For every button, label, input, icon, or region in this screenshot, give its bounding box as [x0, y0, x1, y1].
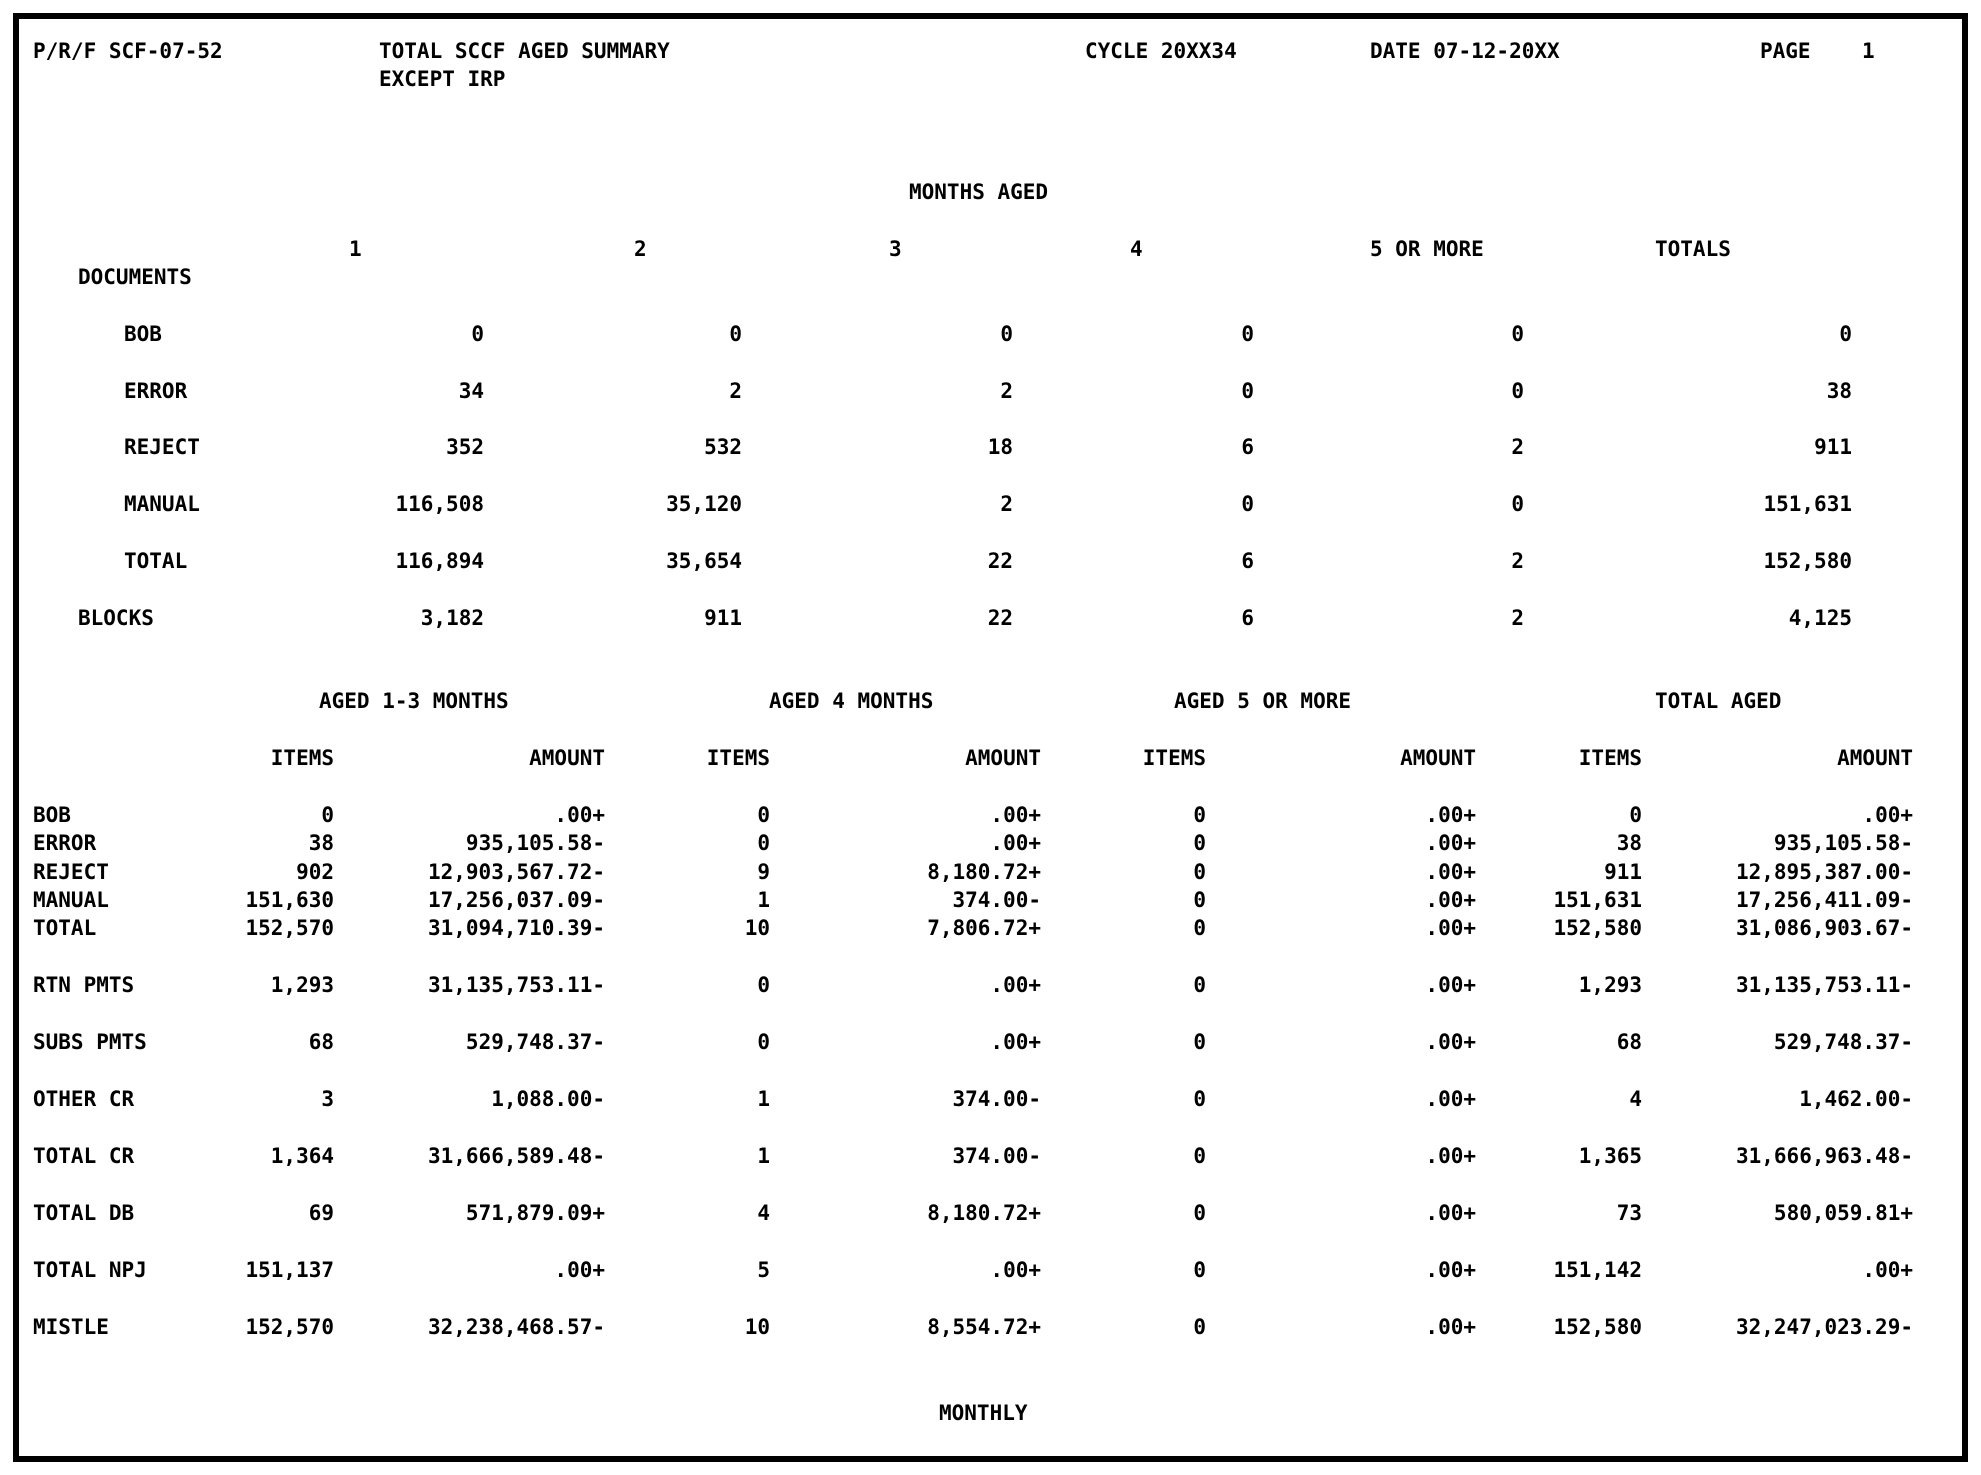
aged-items-cell: 68 [308, 1030, 334, 1054]
amount-column-header: AMOUNT [529, 746, 605, 770]
aged-items-cell: 152,570 [245, 1315, 334, 1339]
aged-amount-cell: 32,247,023.29- [1735, 1315, 1913, 1339]
doc-row-label: ERROR [124, 379, 188, 403]
doc-row-value: 35,120 [666, 492, 742, 516]
aged-items-cell: 902 [296, 860, 334, 884]
doc-row-value: 18 [987, 435, 1013, 459]
amount-column-header: AMOUNT [965, 746, 1041, 770]
aged-amount-cell: .00+ [990, 1030, 1041, 1054]
aged-items-cell: 0 [1193, 1144, 1206, 1168]
aged-amount-cell: 1,088.00- [491, 1087, 605, 1111]
aged-amount-cell: 31,135,753.11- [1735, 973, 1913, 997]
aged-amount-cell: 8,554.72+ [927, 1315, 1041, 1339]
aged-amount-cell: 31,135,753.11- [427, 973, 605, 997]
aged-items-cell: 0 [1629, 803, 1642, 827]
aged-row-label: REJECT [33, 860, 109, 884]
aged-amount-cell: 17,256,411.09- [1735, 888, 1913, 912]
items-column-header: ITEMS [1578, 746, 1642, 770]
aged-items-cell: 4 [1629, 1087, 1642, 1111]
aged-amount-cell: .00+ [1425, 1201, 1476, 1225]
aged-amount-cell: 31,666,963.48- [1735, 1144, 1913, 1168]
aged-amount-cell: .00+ [1425, 860, 1476, 884]
items-column-header: ITEMS [706, 746, 770, 770]
doc-row-value: 22 [987, 549, 1013, 573]
aged-items-cell: 151,137 [245, 1258, 334, 1282]
aged-items-cell: 10 [744, 1315, 770, 1339]
doc-row-label: TOTAL [124, 549, 188, 573]
doc-row-label: BOB [124, 322, 162, 346]
months-aged-heading: MONTHS AGED [909, 180, 1049, 204]
aged-row-label: SUBS PMTS [33, 1030, 147, 1054]
aged-amount-cell: .00+ [1425, 803, 1476, 827]
aged-items-cell: 10 [744, 916, 770, 940]
blocks-row-value: 3,182 [420, 606, 484, 630]
blocks-row-value: 4,125 [1788, 606, 1852, 630]
aged-amount-cell: .00+ [990, 803, 1041, 827]
aged-amount-cell: 935,105.58- [1773, 831, 1913, 855]
aged-amount-cell: .00+ [1425, 831, 1476, 855]
aged-amount-cell: .00+ [1425, 973, 1476, 997]
aged-items-cell: 38 [308, 831, 334, 855]
aged-amount-cell: 571,879.09+ [465, 1201, 605, 1225]
doc-row-value: 532 [704, 435, 742, 459]
months-col-1: 1 [349, 237, 362, 261]
aged-items-cell: 1,365 [1578, 1144, 1642, 1168]
doc-row-value: 911 [1814, 435, 1852, 459]
aged-items-cell: 0 [1193, 1030, 1206, 1054]
aged-amount-cell: .00+ [1862, 803, 1913, 827]
group-total-aged: TOTAL AGED [1655, 689, 1782, 713]
aged-row-label: ERROR [33, 831, 97, 855]
blocks-row-value: 911 [704, 606, 742, 630]
doc-row-value: 152,580 [1763, 549, 1852, 573]
months-col-5-or-more: 5 OR MORE [1370, 237, 1484, 261]
months-col-4: 4 [1130, 237, 1143, 261]
items-column-header: ITEMS [270, 746, 334, 770]
aged-row-label: OTHER CR [33, 1087, 135, 1111]
doc-row-value: 151,631 [1763, 492, 1852, 516]
aged-amount-cell: .00+ [554, 803, 605, 827]
group-aged-4: AGED 4 MONTHS [769, 689, 934, 713]
aged-amount-cell: 8,180.72+ [927, 1201, 1041, 1225]
aged-amount-cell: 31,094,710.39- [427, 916, 605, 940]
aged-items-cell: 151,631 [1553, 888, 1642, 912]
aged-amount-cell: 580,059.81+ [1773, 1201, 1913, 1225]
aged-items-cell: 0 [1193, 916, 1206, 940]
aged-amount-cell: 31,086,903.67- [1735, 916, 1913, 940]
blocks-row-value: 6 [1241, 606, 1254, 630]
aged-items-cell: 69 [308, 1201, 334, 1225]
aged-items-cell: 0 [757, 1030, 770, 1054]
aged-amount-cell: .00+ [990, 1258, 1041, 1282]
aged-row-label: TOTAL [33, 916, 97, 940]
doc-row-value: 38 [1826, 379, 1852, 403]
aged-items-cell: 0 [1193, 803, 1206, 827]
aged-items-cell: 152,580 [1553, 916, 1642, 940]
doc-row-value: 35,654 [666, 549, 742, 573]
aged-items-cell: 911 [1604, 860, 1642, 884]
amount-column-header: AMOUNT [1400, 746, 1476, 770]
aged-amount-cell: 374.00- [952, 888, 1041, 912]
aged-amount-cell: 8,180.72+ [927, 860, 1041, 884]
aged-row-label: TOTAL NPJ [33, 1258, 147, 1282]
doc-row-value: 34 [458, 379, 484, 403]
doc-row-value: 0 [1241, 379, 1254, 403]
aged-items-cell: 152,580 [1553, 1315, 1642, 1339]
aged-items-cell: 5 [757, 1258, 770, 1282]
doc-row-value: 0 [1511, 379, 1524, 403]
report-page [13, 13, 1968, 1462]
aged-items-cell: 0 [1193, 1315, 1206, 1339]
blocks-row-value: 2 [1511, 606, 1524, 630]
blocks-row-label: BLOCKS [78, 606, 154, 630]
doc-row-value: 2 [729, 379, 742, 403]
aged-items-cell: 0 [1193, 831, 1206, 855]
aged-items-cell: 0 [321, 803, 334, 827]
aged-amount-cell: 12,903,567.72- [427, 860, 605, 884]
doc-row-value: 2 [1000, 379, 1013, 403]
aged-amount-cell: 12,895,387.00- [1735, 860, 1913, 884]
aged-amount-cell: 935,105.58- [465, 831, 605, 855]
aged-amount-cell: .00+ [1425, 888, 1476, 912]
aged-amount-cell: 31,666,589.48- [427, 1144, 605, 1168]
aged-amount-cell: 529,748.37- [465, 1030, 605, 1054]
aged-amount-cell: .00+ [554, 1258, 605, 1282]
aged-items-cell: 152,570 [245, 916, 334, 940]
months-col-2: 2 [634, 237, 647, 261]
aged-row-label: BOB [33, 803, 71, 827]
aged-items-cell: 1 [757, 1144, 770, 1168]
aged-items-cell: 0 [1193, 860, 1206, 884]
doc-row-value: 116,894 [395, 549, 484, 573]
doc-row-value: 0 [1511, 492, 1524, 516]
doc-row-value: 0 [1241, 492, 1254, 516]
doc-row-value: 6 [1241, 435, 1254, 459]
aged-row-label: MANUAL [33, 888, 109, 912]
aged-amount-cell: 17,256,037.09- [427, 888, 605, 912]
doc-row-value: 116,508 [395, 492, 484, 516]
aged-items-cell: 1 [757, 1087, 770, 1111]
aged-items-cell: 1,293 [270, 973, 334, 997]
aged-amount-cell: .00+ [1425, 1144, 1476, 1168]
aged-amount-cell: 7,806.72+ [927, 916, 1041, 940]
aged-items-cell: 151,630 [245, 888, 334, 912]
aged-items-cell: 0 [1193, 1201, 1206, 1225]
doc-row-value: 0 [729, 322, 742, 346]
aged-amount-cell: 374.00- [952, 1087, 1041, 1111]
aged-items-cell: 3 [321, 1087, 334, 1111]
aged-items-cell: 151,142 [1553, 1258, 1642, 1282]
aged-items-cell: 4 [757, 1201, 770, 1225]
aged-amount-cell: .00+ [990, 831, 1041, 855]
aged-amount-cell: 529,748.37- [1773, 1030, 1913, 1054]
doc-row-value: 2 [1511, 549, 1524, 573]
doc-row-value: 0 [1839, 322, 1852, 346]
date-label: DATE 07-12-20XX [1370, 39, 1560, 63]
doc-row-value: 2 [1511, 435, 1524, 459]
doc-row-label: REJECT [124, 435, 200, 459]
aged-amount-cell: .00+ [1425, 916, 1476, 940]
doc-row-value: 0 [1511, 322, 1524, 346]
months-col-totals: TOTALS [1655, 237, 1731, 261]
doc-row-label: MANUAL [124, 492, 200, 516]
doc-row-value: 0 [1000, 322, 1013, 346]
aged-amount-cell: .00+ [1425, 1087, 1476, 1111]
doc-row-value: 0 [471, 322, 484, 346]
aged-items-cell: 0 [1193, 888, 1206, 912]
aged-items-cell: 0 [757, 831, 770, 855]
aged-items-cell: 0 [1193, 1087, 1206, 1111]
page-label: PAGE [1760, 39, 1811, 63]
aged-amount-cell: .00+ [1862, 1258, 1913, 1282]
aged-amount-cell: .00+ [990, 973, 1041, 997]
doc-row-value: 0 [1241, 322, 1254, 346]
aged-items-cell: 0 [1193, 973, 1206, 997]
aged-row-label: RTN PMTS [33, 973, 135, 997]
group-aged-1-3: AGED 1-3 MONTHS [319, 689, 509, 713]
doc-row-value: 2 [1000, 492, 1013, 516]
aged-amount-cell: 1,462.00- [1799, 1087, 1913, 1111]
aged-amount-cell: 32,238,468.57- [427, 1315, 605, 1339]
report-id: P/R/F SCF-07-52 [33, 39, 223, 63]
aged-items-cell: 73 [1616, 1201, 1642, 1225]
documents-section-label: DOCUMENTS [78, 265, 192, 289]
aged-items-cell: 9 [757, 860, 770, 884]
aged-amount-cell: 374.00- [952, 1144, 1041, 1168]
months-col-3: 3 [889, 237, 902, 261]
aged-amount-cell: .00+ [1425, 1315, 1476, 1339]
aged-row-label: MISTLE [33, 1315, 109, 1339]
items-column-header: ITEMS [1142, 746, 1206, 770]
aged-items-cell: 0 [757, 803, 770, 827]
aged-row-label: TOTAL CR [33, 1144, 135, 1168]
blocks-row-value: 22 [987, 606, 1013, 630]
aged-items-cell: 1,293 [1578, 973, 1642, 997]
doc-row-value: 6 [1241, 549, 1254, 573]
report-title: TOTAL SCCF AGED SUMMARY [379, 39, 670, 63]
aged-items-cell: 68 [1616, 1030, 1642, 1054]
aged-items-cell: 38 [1616, 831, 1642, 855]
doc-row-value: 352 [446, 435, 484, 459]
aged-items-cell: 1,364 [270, 1144, 334, 1168]
footer-monthly: MONTHLY [939, 1401, 1028, 1425]
aged-items-cell: 0 [1193, 1258, 1206, 1282]
report-subtitle: EXCEPT IRP [379, 67, 506, 91]
amount-column-header: AMOUNT [1837, 746, 1913, 770]
aged-items-cell: 0 [757, 973, 770, 997]
aged-items-cell: 1 [757, 888, 770, 912]
aged-row-label: TOTAL DB [33, 1201, 135, 1225]
aged-amount-cell: .00+ [1425, 1030, 1476, 1054]
group-aged-5-or-more: AGED 5 OR MORE [1174, 689, 1352, 713]
aged-amount-cell: .00+ [1425, 1258, 1476, 1282]
cycle-label: CYCLE 20XX34 [1085, 39, 1237, 63]
page-number: 1 [1862, 39, 1875, 63]
